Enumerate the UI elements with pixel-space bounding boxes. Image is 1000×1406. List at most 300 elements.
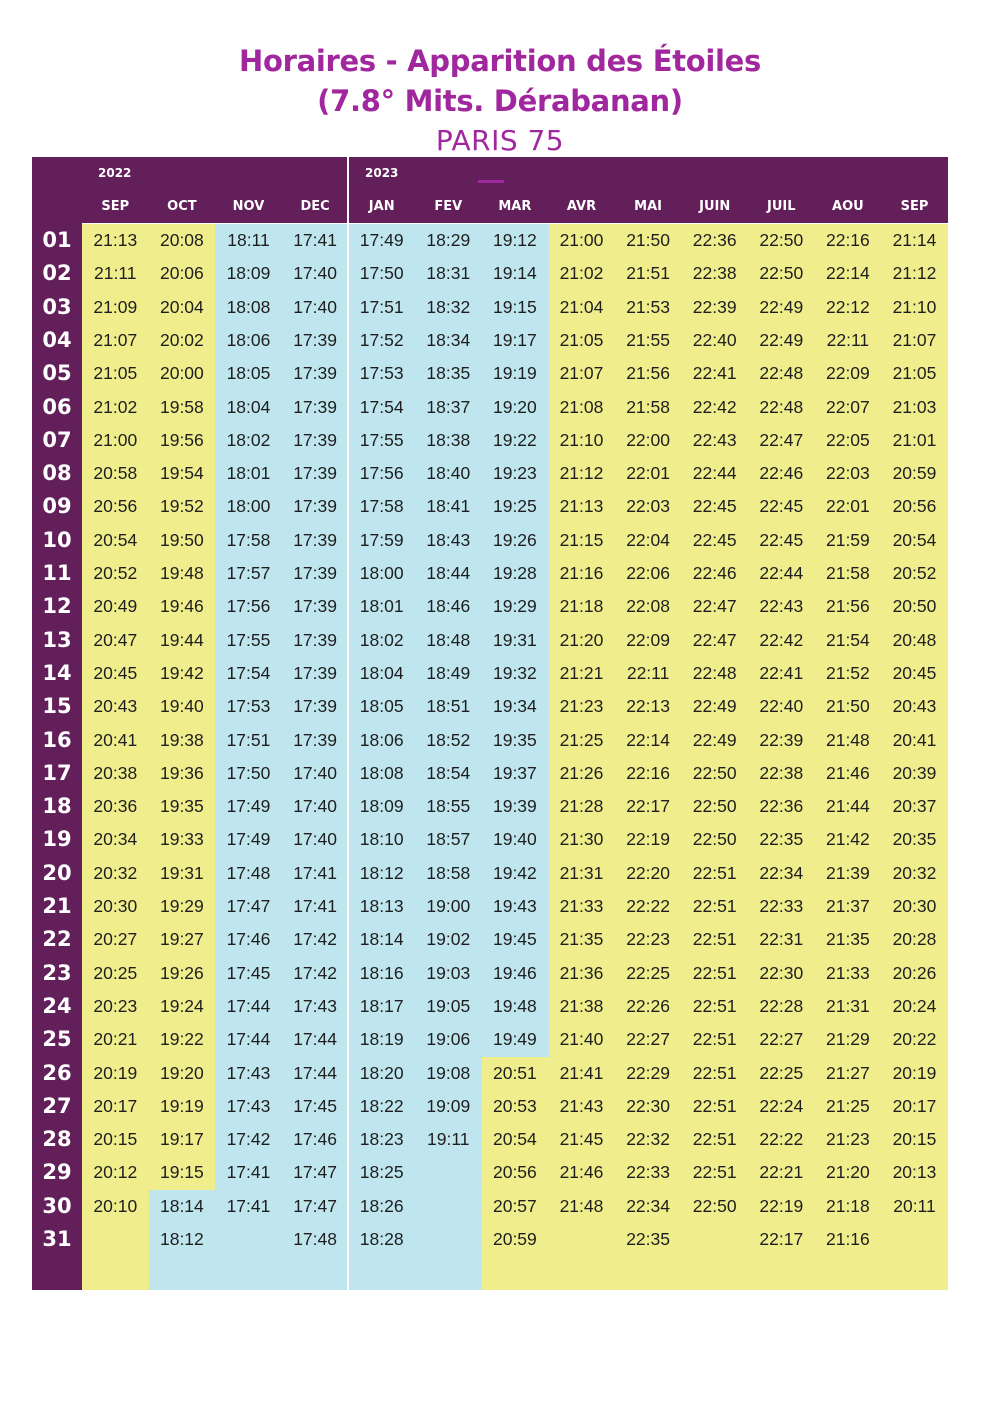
time-cell: 20:59 [492, 1229, 537, 1249]
day-number: 02 [42, 261, 72, 286]
day-number: 14 [42, 660, 72, 685]
time-cell: 19:29 [492, 596, 537, 617]
time-cell: 18:57 [426, 829, 471, 850]
time-cell: 20:48 [892, 629, 937, 650]
time-cell: 22:40 [759, 696, 804, 717]
time-cell: 22:23 [626, 929, 670, 950]
time-cell: 22:26 [626, 995, 670, 1016]
time-cell: 19:28 [492, 563, 537, 583]
time-cell: 22:22 [626, 896, 670, 916]
time-cell: 18:34 [426, 329, 471, 350]
day-number: 26 [42, 1060, 72, 1085]
time-cell: 21:29 [825, 1029, 870, 1050]
time-cell: 17:41 [293, 862, 337, 883]
time-cell: 22:45 [759, 529, 804, 550]
time-cell: 21:50 [626, 230, 670, 250]
time-cell: 22:32 [626, 1129, 670, 1150]
time-cell: 17:51 [359, 296, 404, 317]
time-cell: 22:49 [759, 329, 804, 350]
time-cell: 22:06 [626, 563, 670, 583]
time-cell: 17:39 [293, 463, 337, 484]
time-cell: 22:25 [626, 962, 670, 983]
time-cell: 21:20 [559, 629, 604, 650]
time-cell: 18:22 [359, 1095, 404, 1116]
month-header: AOU [832, 199, 864, 214]
time-cell: 21:35 [559, 929, 604, 950]
time-cell: 20:02 [159, 329, 204, 350]
time-cell: 20:41 [892, 729, 937, 750]
time-cell: 22:47 [759, 429, 804, 450]
time-cell: 19:48 [159, 563, 204, 583]
time-cell: 21:18 [825, 1195, 870, 1216]
time-cell: 22:14 [626, 729, 670, 750]
time-cell: 22:03 [825, 463, 870, 484]
time-cell: 20:36 [93, 796, 138, 817]
day-number: 12 [42, 594, 72, 619]
day-number: 23 [42, 960, 72, 985]
time-cell: 20:17 [93, 1095, 138, 1116]
time-cell: 18:00 [359, 563, 404, 583]
time-cell: 18:05 [226, 363, 271, 384]
time-cell: 21:52 [825, 662, 870, 683]
month-header: MAR [498, 199, 532, 214]
time-cell: 22:00 [626, 429, 670, 450]
time-cell: 19:34 [492, 696, 537, 717]
time-cell: 22:08 [626, 596, 670, 617]
time-cell: 17:53 [226, 696, 271, 717]
day-number: 20 [42, 860, 72, 885]
time-cell: 22:16 [825, 230, 870, 250]
time-cell: 18:09 [359, 796, 404, 817]
time-cell: 22:01 [825, 496, 870, 517]
time-cell: 19:14 [492, 263, 537, 284]
time-cell: 22:39 [759, 729, 804, 750]
time-cell: 22:51 [692, 962, 737, 983]
time-cell: 17:39 [293, 596, 337, 617]
time-cell: 19:06 [426, 1029, 471, 1050]
time-cell: 22:51 [692, 896, 737, 916]
time-cell: 21:58 [825, 563, 870, 583]
time-cell: 18:48 [426, 629, 471, 650]
time-cell: 17:46 [226, 929, 271, 950]
day-number: 03 [42, 294, 72, 319]
month-header: MAI [634, 199, 663, 214]
time-cell: 22:09 [626, 629, 670, 650]
day-number: 27 [42, 1093, 72, 1118]
location-label: PARIS 75 [435, 124, 565, 157]
time-cell: 19:37 [492, 762, 537, 783]
time-cell: 19:40 [159, 696, 204, 717]
time-cell: 22:19 [759, 1195, 804, 1216]
time-cell: 17:45 [226, 962, 271, 983]
time-cell: 21:46 [825, 762, 870, 783]
time-cell: 20:57 [492, 1195, 537, 1216]
day-number: 05 [42, 361, 72, 386]
day-number: 31 [42, 1227, 72, 1251]
time-cell: 22:42 [692, 396, 737, 417]
time-cell: 21:36 [559, 962, 604, 983]
time-cell: 20:41 [93, 729, 138, 750]
time-cell: 18:08 [359, 762, 404, 783]
time-cell: 19:17 [492, 329, 537, 350]
time-cell: 22:49 [759, 296, 804, 317]
time-cell: 21:12 [559, 463, 604, 484]
time-cell: 19:31 [159, 862, 204, 883]
time-cell: 22:50 [692, 796, 737, 817]
time-cell: 22:51 [692, 929, 737, 950]
time-cell: 21:35 [825, 929, 870, 950]
time-cell: 17:57 [226, 563, 271, 583]
time-cell: 18:43 [426, 529, 471, 550]
time-cell: 22:43 [692, 429, 737, 450]
time-cell: 22:50 [759, 263, 804, 284]
time-cell: 17:41 [293, 230, 337, 250]
time-cell: 20:54 [93, 529, 138, 550]
time-cell: 22:50 [692, 829, 737, 850]
time-cell: 17:48 [226, 862, 271, 883]
time-cell: 20:30 [93, 896, 138, 916]
time-cell: 22:48 [759, 363, 804, 384]
time-cell: 17:39 [293, 629, 337, 650]
time-cell: 22:41 [759, 662, 804, 683]
time-cell: 18:10 [359, 829, 404, 850]
time-cell: 17:47 [293, 1162, 337, 1183]
time-cell: 20:39 [892, 762, 937, 783]
time-cell: 17:48 [293, 1229, 337, 1249]
time-cell: 17:42 [293, 962, 337, 983]
time-cell: 21:02 [93, 396, 138, 417]
time-cell: 22:29 [626, 1062, 670, 1083]
time-cell: 22:51 [692, 995, 737, 1016]
time-cell: 20:54 [492, 1129, 537, 1150]
time-cell: 20:56 [892, 496, 937, 517]
time-cell: 20:58 [93, 463, 138, 484]
time-cell: 17:47 [226, 896, 271, 916]
time-cell: 17:44 [293, 1029, 337, 1050]
time-cell: 22:16 [626, 762, 670, 783]
time-cell: 19:00 [426, 896, 471, 916]
time-cell: 19:52 [159, 496, 204, 517]
day-number: 19 [42, 827, 72, 852]
day-number: 01 [42, 228, 72, 252]
time-cell: 19:50 [159, 529, 204, 550]
time-cell: 22:33 [626, 1162, 670, 1183]
time-cell: 17:39 [293, 429, 337, 450]
time-cell: 22:05 [825, 429, 870, 450]
time-cell: 21:46 [559, 1162, 604, 1183]
day-number: 08 [42, 461, 72, 486]
time-cell: 22:46 [692, 563, 737, 583]
time-cell: 18:08 [226, 296, 271, 317]
time-cell: 21:44 [825, 796, 870, 817]
time-cell: 19:39 [492, 796, 537, 817]
time-cell: 18:38 [426, 429, 471, 450]
time-cell: 17:44 [226, 1029, 271, 1050]
time-cell: 21:38 [559, 995, 604, 1016]
time-cell: 17:42 [226, 1129, 271, 1150]
time-cell: 21:56 [825, 596, 870, 617]
time-cell: 17:39 [293, 563, 337, 583]
time-cell: 19:35 [159, 796, 204, 817]
time-cell: 17:44 [293, 1062, 337, 1083]
time-cell: 17:39 [293, 662, 337, 683]
time-cell: 22:39 [692, 296, 737, 317]
time-cell: 22:01 [626, 463, 670, 484]
time-cell: 21:45 [559, 1129, 604, 1150]
time-cell: 22:47 [692, 596, 737, 617]
time-cell: 17:42 [293, 929, 337, 950]
time-cell: 17:44 [226, 995, 271, 1016]
time-cell: 19:15 [159, 1162, 204, 1183]
time-cell: 19:26 [159, 962, 204, 983]
time-cell: 20:37 [892, 796, 937, 817]
time-cell: 19:33 [159, 829, 204, 850]
time-cell: 20:30 [892, 896, 937, 916]
time-cell: 20:25 [93, 962, 138, 983]
time-cell: 18:05 [359, 696, 404, 717]
time-cell: 19:46 [492, 962, 537, 983]
time-cell: 20:06 [159, 263, 204, 284]
time-cell: 18:28 [359, 1229, 404, 1249]
time-cell: 20:38 [93, 762, 138, 783]
time-cell: 21:15 [559, 529, 604, 550]
time-cell: 19:54 [159, 463, 204, 484]
time-cell: 20:11 [893, 1195, 936, 1216]
time-cell: 22:17 [759, 1229, 804, 1249]
time-cell: 19:42 [159, 662, 204, 683]
time-cell: 18:00 [226, 496, 271, 517]
time-cell: 18:14 [159, 1195, 204, 1216]
time-cell: 18:49 [426, 662, 471, 683]
time-cell: 22:09 [825, 363, 870, 384]
time-cell: 19:27 [159, 929, 204, 950]
time-cell: 22:50 [759, 230, 804, 250]
time-cell: 19:22 [159, 1029, 204, 1050]
time-cell: 17:49 [226, 829, 271, 850]
time-cell: 19:45 [492, 929, 537, 950]
time-cell: 22:24 [759, 1095, 804, 1116]
time-cell: 18:32 [426, 296, 471, 317]
time-cell: 22:45 [692, 496, 737, 517]
day-number: 29 [42, 1160, 72, 1185]
time-cell: 17:39 [293, 363, 337, 384]
time-cell: 22:33 [759, 896, 804, 916]
month-header: SEP [101, 199, 130, 214]
time-cell: 21:31 [825, 995, 870, 1016]
time-cell: 20:19 [93, 1062, 138, 1083]
time-cell: 22:46 [759, 463, 804, 484]
time-cell: 20:21 [93, 1029, 138, 1050]
time-cell: 22:51 [692, 1162, 737, 1183]
time-cell: 19:19 [492, 363, 537, 384]
time-cell: 19:29 [159, 896, 204, 916]
time-cell: 21:21 [559, 662, 604, 683]
time-cell: 20:52 [892, 563, 937, 583]
time-cell: 21:05 [559, 329, 604, 350]
day-number: 16 [42, 727, 72, 752]
time-cell: 19:48 [492, 995, 537, 1016]
time-cell: 18:12 [159, 1229, 204, 1249]
time-cell: 18:04 [359, 662, 404, 683]
month-header: NOV [232, 199, 265, 214]
day-number: 30 [42, 1193, 72, 1218]
time-cell: 18:26 [359, 1195, 404, 1216]
time-cell: 18:01 [359, 596, 404, 617]
time-cell: 20:52 [93, 563, 138, 583]
time-cell: 21:01 [892, 429, 937, 450]
time-cell: 18:37 [426, 396, 471, 417]
time-cell: 17:58 [359, 496, 404, 517]
time-cell: 19:38 [159, 729, 204, 750]
time-cell: 22:35 [626, 1229, 670, 1249]
time-cell: 19:43 [492, 896, 537, 916]
day-number: 18 [42, 794, 72, 819]
time-cell: 18:51 [426, 696, 471, 717]
time-cell: 21:33 [559, 896, 604, 916]
time-cell: 20:22 [892, 1029, 937, 1050]
time-cell: 21:16 [825, 1229, 870, 1249]
time-cell: 21:20 [825, 1162, 870, 1183]
time-cell: 21:07 [892, 329, 937, 350]
time-cell: 21:25 [559, 729, 604, 750]
time-cell: 20:00 [159, 363, 204, 384]
time-cell: 17:54 [226, 662, 271, 683]
time-cell: 17:39 [293, 696, 337, 717]
time-cell: 19:02 [426, 929, 471, 950]
time-cell: 19:11 [427, 1129, 470, 1150]
time-cell: 19:42 [492, 862, 537, 883]
time-cell: 22:47 [692, 629, 737, 650]
time-cell: 20:47 [93, 629, 138, 650]
time-cell: 21:07 [559, 363, 604, 384]
time-cell: 19:49 [492, 1029, 537, 1050]
time-cell: 20:32 [93, 862, 138, 883]
time-cell: 18:01 [226, 463, 271, 484]
time-cell: 22:11 [826, 329, 870, 350]
time-cell: 17:58 [226, 529, 271, 550]
month-header: OCT [167, 199, 197, 214]
time-cell: 20:45 [93, 662, 138, 683]
time-cell: 21:13 [93, 230, 138, 250]
time-cell: 21:53 [626, 296, 670, 317]
time-cell: 22:50 [692, 762, 737, 783]
time-cell: 17:55 [226, 629, 271, 650]
time-cell: 20:51 [492, 1062, 537, 1083]
time-cell: 18:11 [227, 230, 270, 250]
time-cell: 21:00 [559, 230, 604, 250]
time-cell: 17:43 [293, 995, 337, 1016]
time-cell: 17:54 [359, 396, 404, 417]
time-cell: 19:20 [159, 1062, 204, 1083]
time-cell: 21:05 [93, 363, 138, 384]
time-cell: 22:44 [759, 563, 804, 583]
day-number: 07 [42, 427, 72, 452]
time-cell: 20:24 [892, 995, 937, 1016]
time-cell: 17:59 [359, 529, 404, 550]
time-cell: 20:35 [892, 829, 937, 850]
time-cell: 17:49 [359, 230, 404, 250]
time-cell: 21:11 [94, 263, 137, 284]
time-cell: 21:02 [559, 263, 604, 284]
time-cell: 18:41 [426, 496, 471, 517]
time-cell: 19:46 [159, 596, 204, 617]
time-cell: 21:50 [825, 696, 870, 717]
time-cell: 22:41 [692, 363, 737, 384]
time-cell: 17:39 [293, 529, 337, 550]
time-cell: 17:39 [293, 729, 337, 750]
time-cell: 18:12 [359, 862, 404, 883]
time-cell: 18:40 [426, 463, 471, 484]
time-cell: 21:48 [559, 1195, 604, 1216]
time-cell: 19:35 [492, 729, 537, 750]
time-cell: 22:28 [759, 995, 804, 1016]
time-cell: 21:10 [559, 429, 604, 450]
time-cell: 20:34 [93, 829, 138, 850]
time-cell: 21:58 [626, 396, 670, 417]
time-cell: 19:23 [492, 463, 537, 484]
time-cell: 21:13 [559, 496, 604, 517]
time-cell: 20:12 [93, 1162, 138, 1183]
time-cell: 22:43 [759, 596, 804, 617]
time-cell: 21:27 [825, 1062, 870, 1083]
time-cell: 22:30 [759, 962, 804, 983]
time-cell: 19:20 [492, 396, 537, 417]
month-header: JAN [368, 199, 395, 214]
month-header: AVR [566, 199, 597, 214]
time-cell: 18:35 [426, 363, 471, 384]
time-cell: 18:25 [359, 1162, 404, 1183]
time-cell: 18:44 [426, 563, 471, 583]
day-number: 22 [42, 927, 72, 952]
time-cell: 22:13 [626, 696, 670, 717]
day-number: 25 [42, 1027, 72, 1052]
time-cell: 17:47 [293, 1195, 337, 1216]
year-label: 2023 [365, 166, 399, 180]
time-cell: 21:59 [825, 529, 870, 550]
month-header: DEC [300, 199, 330, 214]
time-cell: 18:29 [426, 230, 471, 250]
month-header: FEV [434, 199, 463, 214]
year-label: 2022 [98, 166, 132, 180]
time-cell: 20:15 [93, 1129, 138, 1150]
time-cell: 17:41 [293, 896, 337, 916]
day-number: 24 [42, 993, 72, 1018]
day-number: 10 [42, 527, 72, 552]
time-cell: 22:44 [692, 463, 737, 484]
time-cell: 18:19 [359, 1029, 404, 1050]
day-number: 09 [42, 494, 72, 519]
time-cell: 22:22 [759, 1129, 804, 1150]
time-cell: 19:26 [492, 529, 537, 550]
day-number: 28 [42, 1127, 72, 1152]
time-cell: 18:55 [426, 796, 471, 817]
time-cell: 17:46 [293, 1129, 337, 1150]
time-cell: 17:40 [293, 796, 337, 817]
time-cell: 22:50 [692, 1195, 737, 1216]
time-cell: 22:25 [759, 1062, 804, 1083]
day-number: 06 [42, 394, 72, 419]
time-cell: 19:22 [492, 429, 537, 450]
time-cell: 19:31 [492, 629, 537, 650]
time-cell: 18:52 [426, 729, 471, 750]
time-cell: 21:54 [825, 629, 870, 650]
time-cell: 22:34 [759, 862, 804, 883]
time-cell: 22:35 [759, 829, 804, 850]
time-cell: 19:56 [159, 429, 204, 450]
time-cell: 21:41 [559, 1062, 604, 1083]
time-cell: 19:08 [426, 1062, 471, 1083]
time-cell: 22:36 [692, 230, 737, 250]
